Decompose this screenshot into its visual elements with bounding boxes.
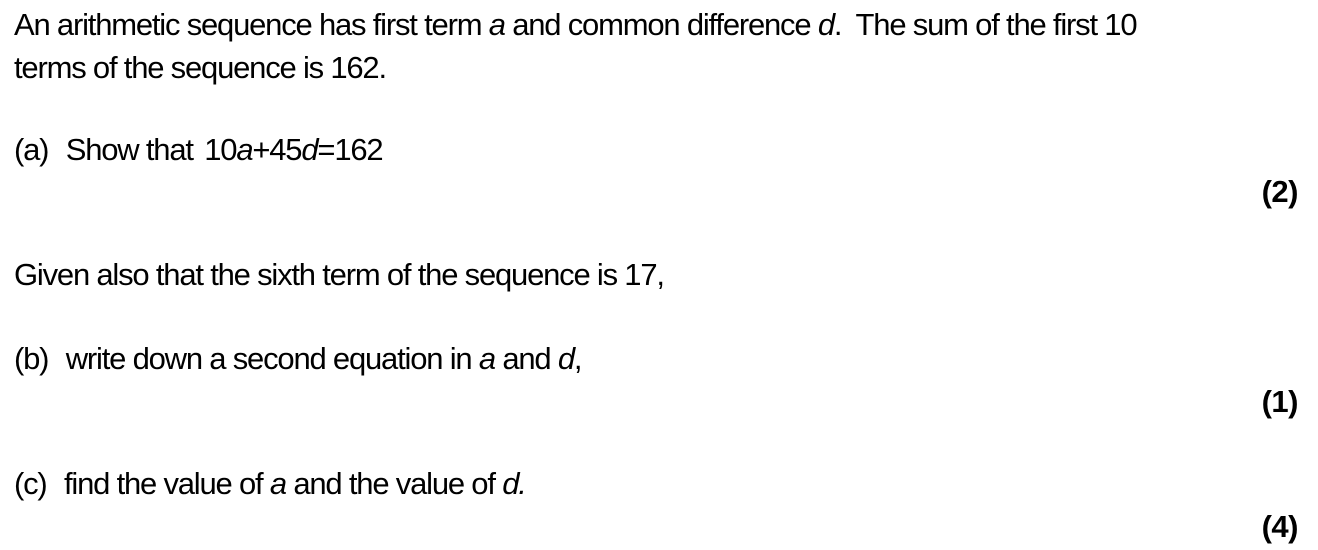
part-a-label: (a) bbox=[14, 132, 49, 167]
part-b-marks: (1) bbox=[1261, 384, 1298, 419]
part-c-label: (c) bbox=[14, 466, 47, 501]
equals-sign: = bbox=[317, 132, 335, 167]
part-b-text-2: and bbox=[502, 341, 551, 376]
variable-d: d bbox=[557, 341, 574, 376]
given-statement: Given also that the sixth term of the sequence is 17, bbox=[14, 257, 664, 292]
plus-sign: + bbox=[252, 132, 270, 167]
intro-line-1 bbox=[14, 9, 1136, 40]
variable-a: a bbox=[269, 466, 286, 501]
part-c-text-1: find the value of bbox=[63, 466, 263, 501]
intro-line-2: terms of the sequence is 162. bbox=[14, 50, 386, 85]
intro-text-2: and common difference bbox=[512, 7, 811, 42]
intro-text-1: An arithmetic sequence has first term bbox=[14, 7, 482, 42]
part-c-marks: (4) bbox=[1261, 509, 1298, 544]
variable-a: a bbox=[488, 7, 505, 42]
rhs-value: 162 bbox=[334, 132, 383, 167]
variable-d: d bbox=[817, 7, 834, 42]
part-a-equation bbox=[204, 132, 382, 167]
part-b-label: (b) bbox=[14, 341, 49, 376]
part-a-text: Show that bbox=[65, 132, 193, 167]
part-b-text-1: write down a second equation in bbox=[65, 341, 472, 376]
intro-text-3: . The sum of the first 10 bbox=[833, 7, 1137, 42]
coef-d: 45 bbox=[269, 132, 302, 167]
variable-d: d. bbox=[502, 466, 526, 501]
coef-a: 10 bbox=[204, 132, 237, 167]
part-a-question bbox=[14, 134, 382, 165]
part-c-text-2: and the value of bbox=[293, 466, 495, 501]
variable-a: a bbox=[478, 341, 495, 376]
equation-variable-d: d bbox=[301, 132, 318, 167]
part-a-marks: (2) bbox=[1261, 174, 1298, 209]
part-b-question bbox=[14, 343, 581, 374]
part-c-question bbox=[14, 468, 526, 499]
part-b-text-3: , bbox=[573, 341, 582, 376]
equation-variable-a: a bbox=[236, 132, 253, 167]
